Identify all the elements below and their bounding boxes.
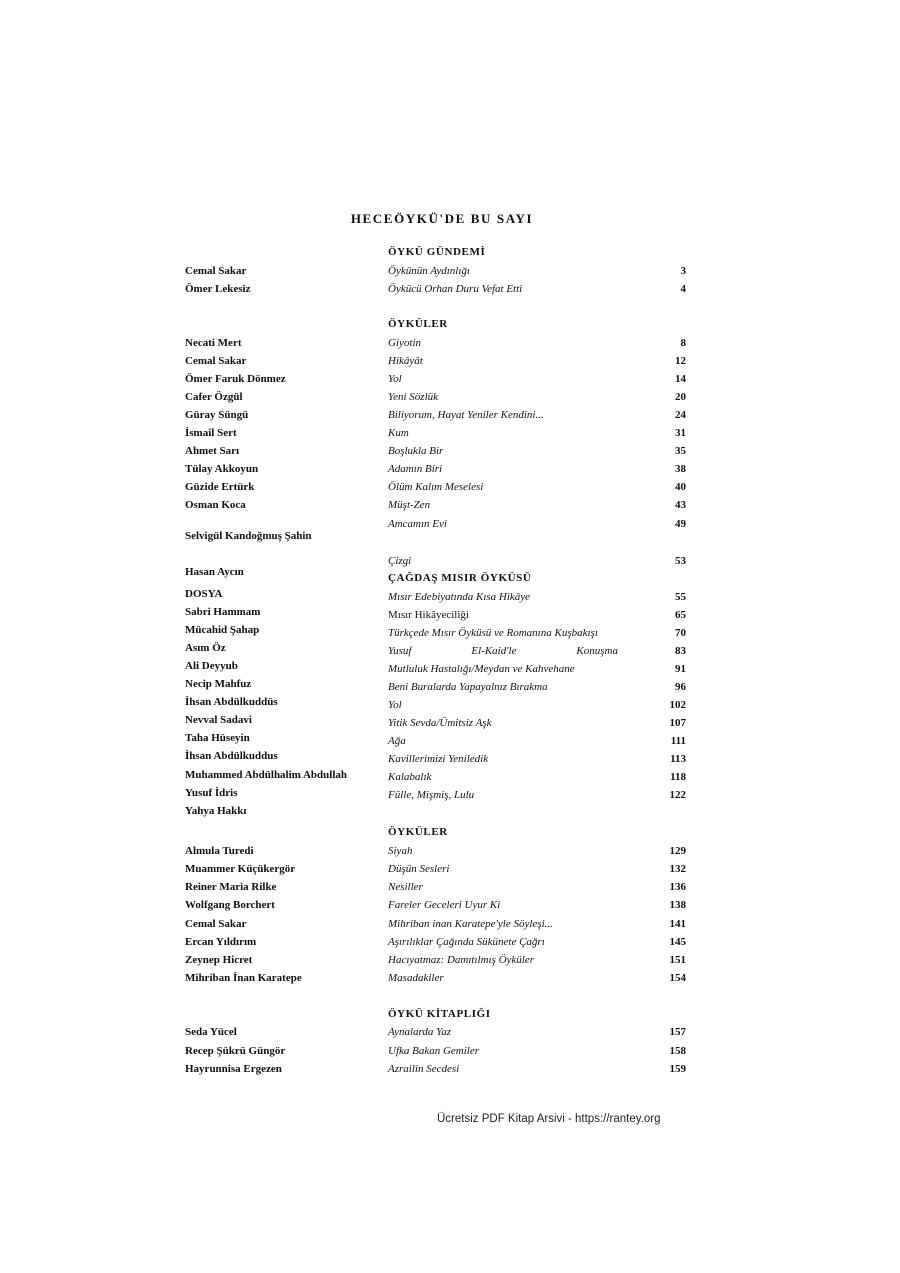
author-name: DOSYA: [185, 588, 223, 600]
page-number: 111: [670, 735, 686, 747]
article-title: Siyah: [388, 845, 413, 857]
author-name: Almula Turedi: [185, 845, 254, 857]
page-number: 38: [675, 463, 686, 475]
page-number: 132: [669, 863, 686, 875]
article-title: Mısır Hikâyeciliği: [388, 609, 469, 621]
author-name: Güray Süngü: [185, 409, 249, 421]
page-number: 3: [680, 265, 686, 277]
author-name: Sabri Hammam: [185, 606, 261, 618]
author-name: Mihriban İnan Karatepe: [185, 972, 302, 984]
article-title-word: Konuşma: [576, 645, 618, 657]
page-number: 145: [669, 936, 686, 948]
article-title: Kum: [388, 427, 409, 439]
article-title: Yol: [388, 699, 402, 711]
author-name: İsmail Sert: [185, 427, 237, 439]
page-number: 136: [669, 881, 686, 893]
section-heading: ÖYKÜLER: [388, 826, 448, 838]
article-title: Yitik Sevda/Ümitsiz Aşk: [388, 717, 492, 729]
article-title: Türkçede Mısır Öyküsü ve Romanına Kuşbakışı: [388, 627, 598, 639]
page-number: 12: [675, 355, 686, 367]
article-title: Fareler Geceleri Uyur Ki: [388, 899, 501, 911]
author-name: Necati Mert: [185, 337, 242, 349]
author-name: Hasan Aycın: [185, 566, 244, 578]
page-title: HECEÖYKÜ'DE BU SAYI: [350, 211, 534, 226]
page-number: 65: [675, 609, 686, 621]
author-name: Cemal Sakar: [185, 918, 247, 930]
article-title: Ufka Bakan Gemiler: [388, 1045, 480, 1057]
article-title: Kavillerimizi Yeniledik: [388, 753, 489, 765]
author-name: Taha Hüseyin: [185, 732, 250, 744]
author-name: Necip Mahfuz: [185, 678, 252, 690]
article-title: Yol: [388, 373, 402, 385]
page-number: 83: [675, 645, 686, 657]
author-name: Nevval Sadavi: [185, 714, 252, 726]
page-number: 129: [669, 845, 686, 857]
article-title: Yeni Sözlük: [388, 391, 439, 403]
page-number: 55: [675, 591, 686, 603]
author-name: Güzide Ertürk: [185, 481, 255, 493]
section-heading: ÖYKÜLER: [388, 318, 448, 330]
article-title: Fülle, Mişmiş, Lulu: [388, 789, 475, 801]
page-number: 158: [669, 1045, 686, 1057]
article-title: Giyotin: [388, 337, 421, 349]
page-number: 154: [669, 972, 686, 984]
article-title: Öykücü Orhan Duru Vefat Etti: [388, 283, 523, 295]
page-number: 122: [669, 789, 686, 801]
page-number: 138: [669, 899, 686, 911]
author-name: Recep Şükrü Güngör: [185, 1045, 286, 1057]
author-name: Ali Deyyub: [185, 660, 238, 672]
author-name: Wolfgang Borchert: [185, 899, 275, 911]
article-title-word: Yusuf: [388, 645, 412, 657]
article-title: Amcamın Evi: [388, 518, 447, 530]
article-title: Düşün Sesleri: [388, 863, 450, 875]
page-number: 4: [680, 283, 686, 295]
article-title: Nesiller: [388, 881, 423, 893]
author-name: Osman Koca: [185, 499, 246, 511]
author-name: Ömer Faruk Dönmez: [185, 373, 286, 385]
section-heading: ÖYKÜ KİTAPLIĞI: [388, 1008, 491, 1020]
page-number: 35: [675, 445, 686, 457]
author-name: İhsan Abdülkuddüs: [185, 696, 278, 708]
article-title: Boşlukla Bir: [388, 445, 444, 457]
author-name: Selvigül Kandoğmuş Şahin: [185, 530, 312, 542]
author-name: Tülay Akkoyun: [185, 463, 259, 475]
footer-text: Ücretsiz PDF Kitap Arsivi - https://rantey.org: [437, 1113, 661, 1125]
author-name: Asım Öz: [185, 642, 226, 654]
author-name: Reiner Maria Rilke: [185, 881, 277, 893]
page-number: 118: [670, 771, 686, 783]
article-title-word: El-Kaid'le: [471, 645, 517, 657]
author-name: Yusuf İdris: [185, 787, 238, 799]
author-name: Mücahid Şahap: [185, 624, 260, 636]
page-number: 43: [675, 499, 686, 511]
author-name: Hayrunnisa Ergezen: [185, 1063, 282, 1075]
page-number: 157: [669, 1026, 686, 1038]
page-number: 70: [675, 627, 686, 639]
article-title: Öykünün Aydınlığı: [388, 265, 470, 277]
author-name: Yahya Hakkı: [185, 805, 247, 817]
author-name: Ercan Yıldırım: [185, 936, 257, 948]
author-name: İhsan Abdülkuddus: [185, 750, 278, 762]
author-name: Zeynep Hicret: [185, 954, 253, 966]
article-title: Ağa: [388, 735, 406, 747]
article-title: Kalabalık: [388, 771, 432, 783]
page-number: 24: [675, 409, 686, 421]
author-name: Cemal Sakar: [185, 265, 247, 277]
article-title: Masadakiler: [388, 972, 444, 984]
author-name: Ömer Lekesiz: [185, 283, 251, 295]
page-number: 107: [669, 717, 686, 729]
page-number: 53: [675, 555, 686, 567]
page-number: 49: [675, 518, 686, 530]
article-title: Hacıyatmaz: Damıtılmış Öyküler: [388, 954, 535, 966]
article-title: Biliyorum, Hayat Yeniler Kendini...: [388, 409, 544, 421]
author-name: Muhammed Abdülhalim Abdullah: [185, 769, 348, 781]
article-title: Hikâyât: [388, 355, 423, 367]
page-number: 91: [675, 663, 686, 675]
article-title: Müşt-Zen: [388, 499, 431, 511]
article-title: Beni Buralarda Yapayalnız Bırakma: [388, 681, 548, 693]
author-name: Cemal Sakar: [185, 355, 247, 367]
page-number: 40: [675, 481, 686, 493]
article-title: Mihriban inan Karatepe'yle Söyleşi...: [388, 918, 553, 930]
page-number: 31: [675, 427, 686, 439]
page-number: 96: [675, 681, 686, 693]
author-name: Cafer Özgül: [185, 391, 243, 403]
page-number: 20: [675, 391, 686, 403]
page-number: 151: [669, 954, 686, 966]
author-name: Muammer Küçükergör: [185, 863, 296, 875]
page-number: 159: [669, 1063, 686, 1075]
page-number: 141: [669, 918, 686, 930]
article-title: [388, 645, 618, 657]
author-name: Seda Yücel: [185, 1026, 237, 1038]
page-number: 102: [669, 699, 686, 711]
section-heading: ÖYKÜ GÜNDEMİ: [388, 246, 486, 258]
article-title: Aşırılıklar Çağında Sükünete Çağrı: [388, 936, 545, 948]
article-title: Mısır Edebiyatında Kısa Hikâye: [388, 591, 531, 603]
article-title: Çizgi: [388, 555, 412, 567]
article-title: Mutluluk Hastalığı/Meydan ve Kahvehane: [388, 663, 575, 675]
article-title: Adamın Biri: [388, 463, 443, 475]
page-number: 8: [680, 337, 686, 349]
section-heading: ÇAĞDAŞ MISIR ÖYKÜSÜ: [388, 572, 532, 584]
article-title: Aynalarda Yaz: [388, 1026, 452, 1038]
article-title: Ölüm Kalım Meselesi: [388, 481, 484, 493]
author-name: Ahmet Sarı: [185, 445, 240, 457]
page-number: 113: [670, 753, 686, 765]
page-number: 14: [675, 373, 686, 385]
article-title: Azrailin Secdesi: [388, 1063, 460, 1075]
